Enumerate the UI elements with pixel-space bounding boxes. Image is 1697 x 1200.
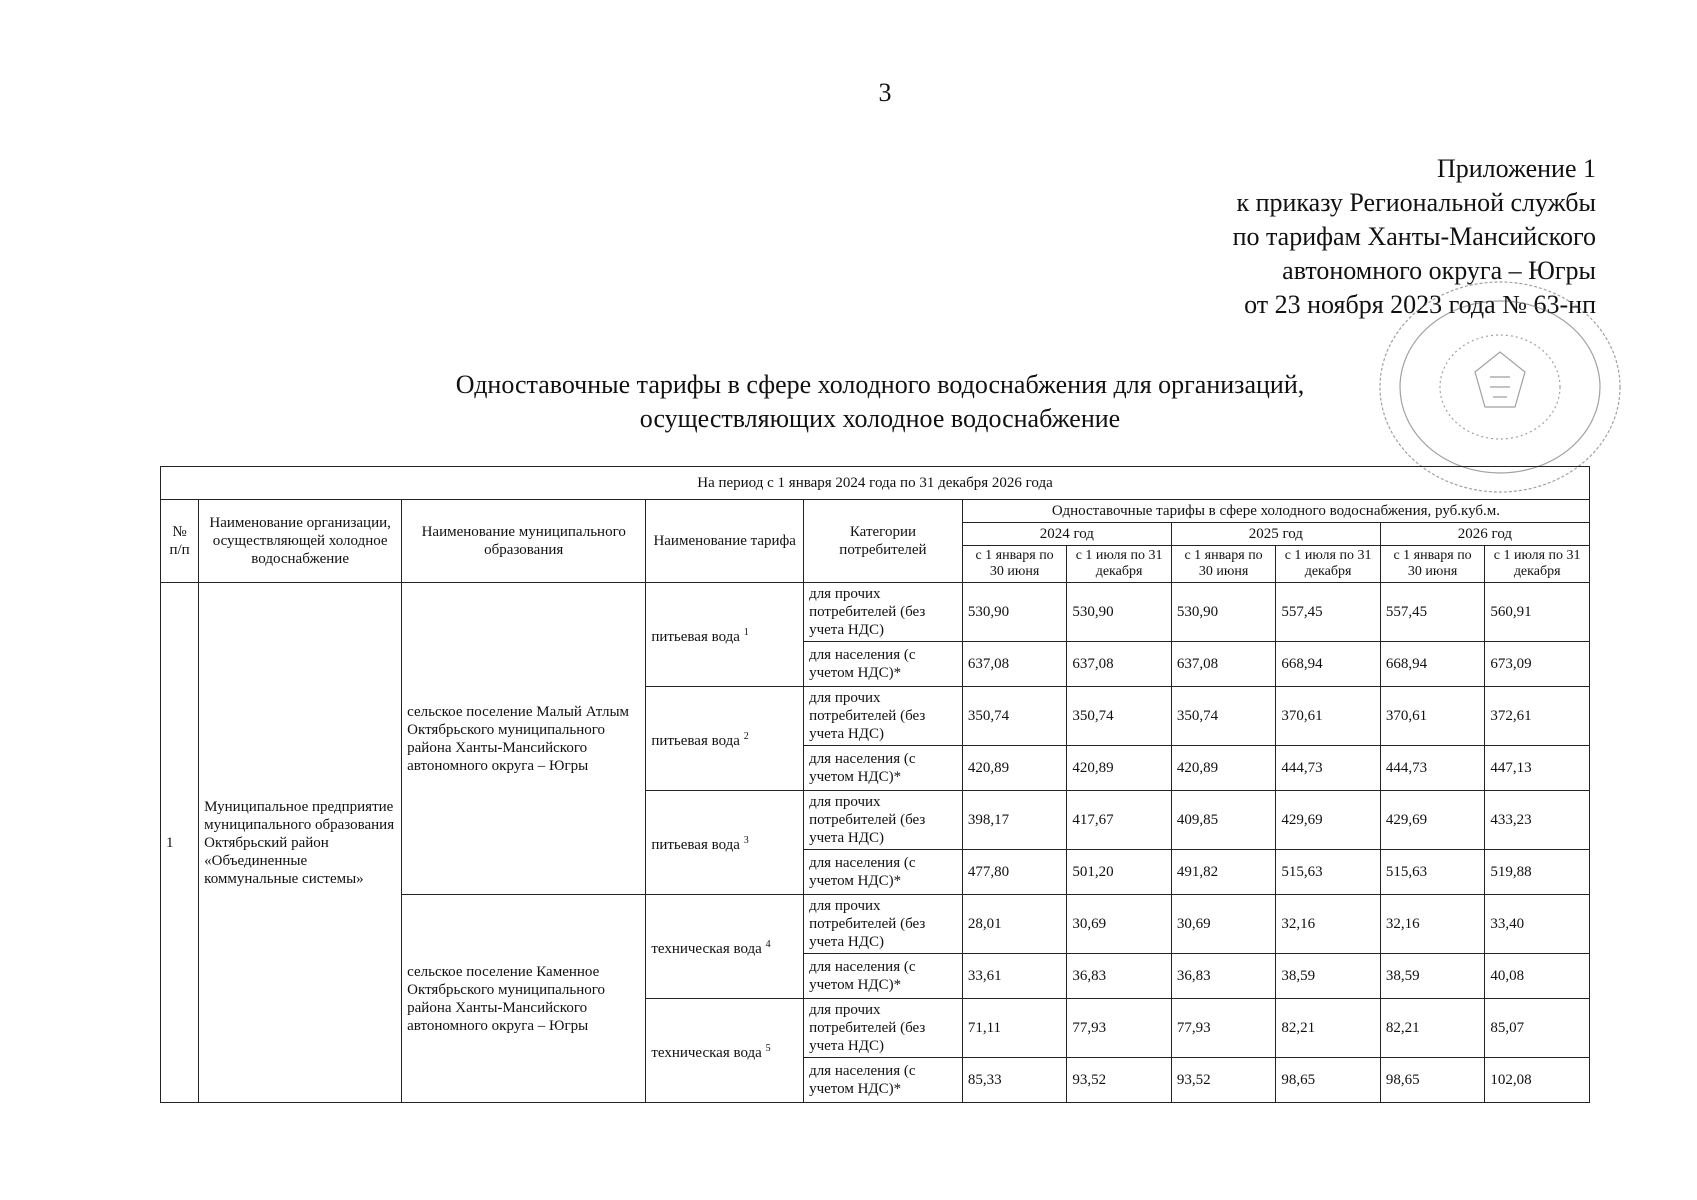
value-cell: 519,88: [1485, 850, 1590, 895]
header-half-second: с 1 июля по 31 декабря: [1067, 546, 1172, 583]
appendix-line: Приложение 1: [1436, 154, 1596, 183]
tariff-note: 2: [743, 730, 749, 742]
value-cell: 350,74: [1171, 687, 1276, 746]
value-cell: 40,08: [1485, 954, 1590, 999]
value-cell: 93,52: [1171, 1058, 1276, 1103]
tariff-cell: [646, 583, 804, 687]
value-cell: 530,90: [1171, 583, 1276, 642]
value-cell: 429,69: [1276, 791, 1381, 850]
header-half-first: с 1 января по 30 июня: [1380, 546, 1485, 583]
value-cell: 429,69: [1380, 791, 1485, 850]
category-cell: для населения (с учетом НДС)*: [804, 850, 963, 895]
header-municipality: Наименование муниципального образования: [402, 500, 646, 583]
value-cell: 409,85: [1171, 791, 1276, 850]
tariff-name: техническая вода: [651, 940, 762, 957]
category-cell: для прочих потребителей (без учета НДС): [804, 583, 963, 642]
value-cell: 102,08: [1485, 1058, 1590, 1103]
value-cell: 515,63: [1380, 850, 1485, 895]
value-cell: 372,61: [1485, 687, 1590, 746]
value-cell: 557,45: [1380, 583, 1485, 642]
header-half-first: с 1 января по 30 июня: [1171, 546, 1276, 583]
value-cell: 668,94: [1276, 642, 1381, 687]
category-cell: для прочих потребителей (без учета НДС): [804, 999, 963, 1058]
value-cell: 433,23: [1485, 791, 1590, 850]
tariff-note: 1: [743, 626, 749, 638]
value-cell: 85,07: [1485, 999, 1590, 1058]
tariffs-table: [160, 466, 1590, 1103]
value-cell: 491,82: [1171, 850, 1276, 895]
tariff-name: питьевая вода: [651, 836, 740, 853]
header-half-first: с 1 января по 30 июня: [962, 546, 1067, 583]
value-cell: 668,94: [1380, 642, 1485, 687]
tariff-cell: [646, 791, 804, 895]
value-cell: 82,21: [1276, 999, 1381, 1058]
header-year-2026: 2026 год: [1380, 523, 1589, 546]
value-cell: 515,63: [1276, 850, 1381, 895]
value-cell: 420,89: [1067, 746, 1172, 791]
value-cell: 30,69: [1171, 895, 1276, 954]
value-cell: 444,73: [1276, 746, 1381, 791]
value-cell: 28,01: [962, 895, 1067, 954]
category-cell: для населения (с учетом НДС)*: [804, 642, 963, 687]
value-cell: 85,33: [962, 1058, 1067, 1103]
value-cell: 33,61: [962, 954, 1067, 999]
header-year-2025: 2025 год: [1171, 523, 1380, 546]
page-number: 3: [878, 78, 892, 107]
value-cell: 673,09: [1485, 642, 1590, 687]
value-cell: 77,93: [1171, 999, 1276, 1058]
value-cell: 30,69: [1067, 895, 1172, 954]
header-consumer-category: Категории потребителей: [804, 500, 963, 583]
category-cell: для прочих потребителей (без учета НДС): [804, 791, 963, 850]
value-cell: 98,65: [1380, 1058, 1485, 1103]
value-cell: 82,21: [1380, 999, 1485, 1058]
tariff-name: питьевая вода: [651, 628, 740, 645]
value-cell: 417,67: [1067, 791, 1172, 850]
table-row: [161, 583, 1590, 642]
value-cell: 32,16: [1276, 895, 1381, 954]
value-cell: 77,93: [1067, 999, 1172, 1058]
tariff-name: питьевая вода: [651, 732, 740, 749]
municipality-cell: сельское поселение Каменное Октябрьского муниципального района Ханты-Мансийского автономного округа – Югры: [402, 895, 646, 1103]
document-title: [380, 368, 1380, 436]
value-cell: 370,61: [1380, 687, 1485, 746]
value-cell: 36,83: [1171, 954, 1276, 999]
municipality-cell: сельское поселение Малый Атлым Октябрьского муниципального района Ханты-Мансийского автономного округа – Югры: [402, 583, 646, 895]
appendix-line: автономного округа – Югры: [1282, 256, 1596, 285]
value-cell: 637,08: [1171, 642, 1276, 687]
value-cell: 637,08: [1067, 642, 1172, 687]
header-half-second: с 1 июля по 31 декабря: [1485, 546, 1590, 583]
value-cell: 560,91: [1485, 583, 1590, 642]
value-cell: 350,74: [962, 687, 1067, 746]
header-num: № п/п: [161, 500, 199, 583]
tariff-name: техническая вода: [651, 1044, 762, 1061]
tariff-note: 5: [765, 1042, 771, 1054]
value-cell: 98,65: [1276, 1058, 1381, 1103]
value-cell: 93,52: [1067, 1058, 1172, 1103]
category-cell: для населения (с учетом НДС)*: [804, 1058, 963, 1103]
value-cell: 530,90: [962, 583, 1067, 642]
title-line-1: Одноставочные тарифы в сфере холодного водоснабжения для организаций,: [455, 370, 1305, 399]
tariff-cell: [646, 687, 804, 791]
value-cell: 501,20: [1067, 850, 1172, 895]
value-cell: 33,40: [1485, 895, 1590, 954]
tariff-cell: [646, 999, 804, 1103]
tariff-cell: [646, 895, 804, 999]
header-half-second: с 1 июля по 31 декабря: [1276, 546, 1381, 583]
value-cell: 36,83: [1067, 954, 1172, 999]
value-cell: 370,61: [1276, 687, 1381, 746]
value-cell: 71,11: [962, 999, 1067, 1058]
appendix-line: по тарифам Ханты-Мансийского: [1232, 222, 1596, 251]
period-header: На период с 1 января 2024 года по 31 декабря 2026 года: [161, 467, 1590, 500]
value-cell: 38,59: [1380, 954, 1485, 999]
header-organization: Наименование организации, осуществляющей холодное водоснабжение: [199, 500, 402, 583]
row-number: 1: [161, 583, 199, 1103]
category-cell: для населения (с учетом НДС)*: [804, 746, 963, 791]
value-cell: 444,73: [1380, 746, 1485, 791]
value-cell: 447,13: [1485, 746, 1590, 791]
value-cell: 420,89: [962, 746, 1067, 791]
header-tariffs-group: Одноставочные тарифы в сфере холодного водоснабжения, руб.куб.м.: [962, 500, 1589, 523]
value-cell: 38,59: [1276, 954, 1381, 999]
category-cell: для прочих потребителей (без учета НДС): [804, 895, 963, 954]
value-cell: 420,89: [1171, 746, 1276, 791]
header-year-2024: 2024 год: [962, 523, 1171, 546]
appendix-line: к приказу Региональной службы: [1236, 188, 1596, 217]
value-cell: 530,90: [1067, 583, 1172, 642]
value-cell: 32,16: [1380, 895, 1485, 954]
value-cell: 477,80: [962, 850, 1067, 895]
title-line-2: осуществляющих холодное водоснабжение: [639, 404, 1121, 433]
category-cell: для населения (с учетом НДС)*: [804, 954, 963, 999]
value-cell: 557,45: [1276, 583, 1381, 642]
category-cell: для прочих потребителей (без учета НДС): [804, 687, 963, 746]
value-cell: 398,17: [962, 791, 1067, 850]
value-cell: 350,74: [1067, 687, 1172, 746]
tariff-note: 3: [743, 834, 749, 846]
header-tariff-name: Наименование тарифа: [646, 500, 804, 583]
appendix-line: от 23 ноября 2023 года № 63-нп: [1244, 290, 1596, 319]
tariff-note: 4: [765, 938, 771, 950]
value-cell: 637,08: [962, 642, 1067, 687]
organization-cell: Муниципальное предприятие муниципального образования Октябрьский район «Объединенные коммунальные системы»: [199, 583, 402, 1103]
